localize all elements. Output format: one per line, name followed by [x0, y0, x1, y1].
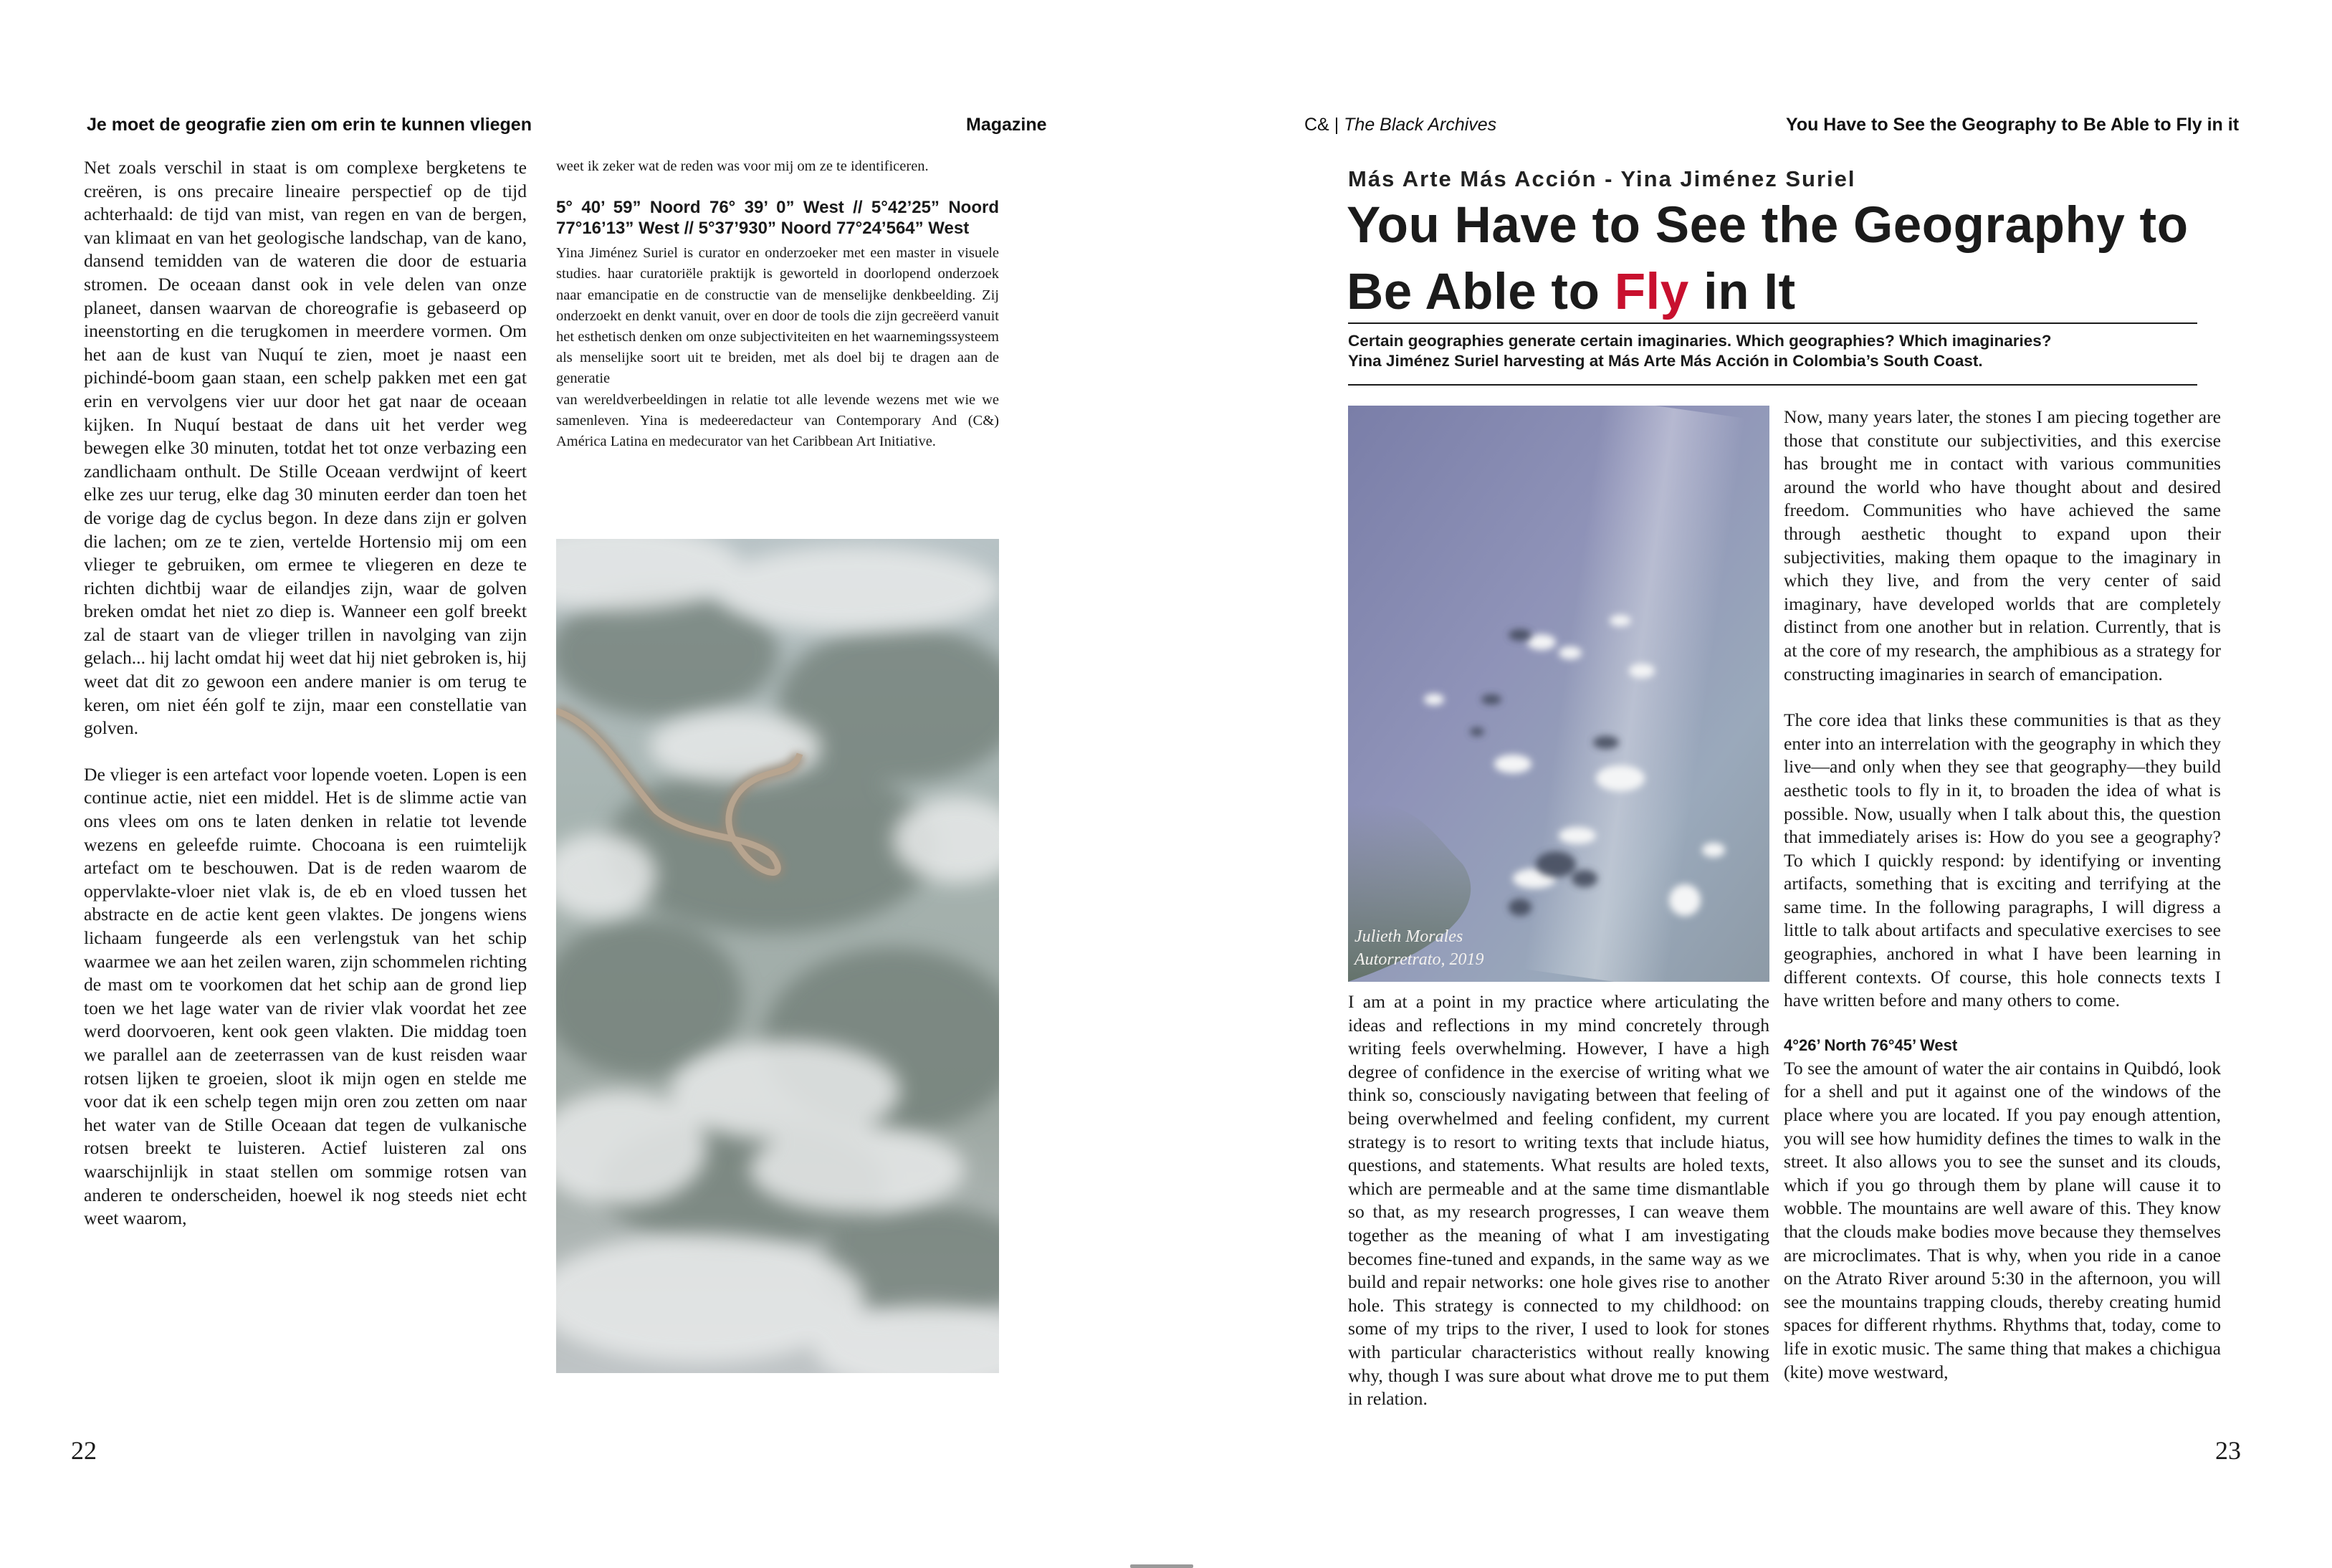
bio-paragraph-2: van wereldverbeeldingen in relatie tot alle levende wezens met wie we samenleven. Yina is medeeredacteur van Contemporary And (C&) América Latina en medecurator van het Caribbean Art Initiative. — [556, 391, 999, 450]
lede-line-2: Yina Jiménez Suriel harvesting at Más Arte Más Acción in Colombia’s South Coast. — [1348, 352, 1983, 370]
title-line-2b: in It — [1688, 264, 1796, 320]
page-number-left: 22 — [71, 1436, 97, 1465]
title-line-1: You Have to See the Geography to — [1347, 197, 2189, 254]
right-paragraph-4: To see the amount of water the air contains in Quibdó, look for a shell and put it against one of the windows of the place where you are located. If you pay enough attention, you will see how humidity defines the times to walk in the street. It also allows you to see the sunset and its clouds, which if you go through them by plane will cause it to wobble. The mountains are well aware of this. They know that the clouds make bodies move because they themselves are microclimates. That is why, when you ride in a canoe on the Atrato River around 5:30 in the afternoon, you will see the mountains trapping clouds, thereby creating humid spaces for different rhythms. Rhythms that, today, come to life in exotic music. The same thing that makes a chichigua (kite) move westward, — [1784, 1057, 2221, 1382]
title-line-2a: Be Able to — [1347, 264, 1615, 320]
photo-caption — [1354, 925, 1483, 971]
title-highlight: Fly — [1614, 264, 1689, 320]
left-col2-intro: weet ik zeker wat de reden was voor mij om ze te identificeren. — [556, 158, 929, 174]
brand-separator: | — [1334, 115, 1339, 135]
caption-work: Autorretrato, 2019 — [1354, 950, 1484, 969]
aerial-ocean-photo — [1348, 406, 1769, 982]
running-title-left: Je moet de geografie zien om erin te kunnen vliegen — [87, 115, 532, 135]
right-paragraph-1: I am at a point in my practice where articulating the ideas and reflections in my mind concretely through writing feels overwhelming. However, I have a high degree of confidence in the exercise of writing what we think so, consciously navigating between that feeling of being overwhelmed and feeling confident, my current strategy is to resort to writing texts that include hiatus, questions, and statements. What results are holed texts, which are permeable and at the same time dismantlable so that, as my research progresses, I can weave them together as the meaning of what I am investigating becomes fine-tuned and expands, in the same way as we build and repair networks: one hole gives rise to another hole. This strategy is connected to my childhood: on some of my trips to the river, I used to look for stones with particular characteristics without really knowing why, though I was sure about what drove me to put them in relation. — [1348, 991, 1769, 1410]
right-column-1 — [1348, 990, 1769, 1411]
aerial-river-photo — [556, 539, 999, 1373]
running-section-left: Magazine — [966, 115, 1047, 135]
article-lede — [1348, 331, 2197, 371]
right-column-2 — [1784, 406, 2221, 1384]
bio-paragraph-1: Yina Jiménez Suriel is curator en onderzoeker met een master in visuele studies. haar curatoriële praktijk is geworteld in doorlopend onderzoek naar emancipatie en de constructie van de menselijke denkbeelding. Zij onderzoekt en denkt vanuit, over en door de tools die zijn gecreëerd vanuit het esthetisch denken om onze subjectiviteiten en het waarnemingssysteem als menselijke soort uit te breiden, met als doel bij te dragen aan de generatie — [556, 245, 999, 387]
coordinates-subheading: 4°26’ North 76°45’ West — [1784, 1036, 1958, 1054]
page-number-right: 23 — [2215, 1436, 2241, 1465]
left-column-2 — [556, 156, 999, 452]
author-bio — [556, 243, 999, 452]
lede-line-1: Certain geographies generate certain imaginaries. Which geographies? Which imaginaries? — [1348, 332, 2052, 350]
page-scroll-indicator[interactable] — [1130, 1564, 1193, 1568]
running-title-right: You Have to See the Geography to Be Able to Fly in it — [1786, 115, 2240, 135]
left-paragraph-1: Net zoals verschil in staat is om complexe bergketens te creëren, is ons precaire lineaire perspectief op de tijd achterhaald: de tijd van mist, van regen en van de bergen, van klimaat en van het geologische landschap, van de kano, dansend temidden van de wateren die door de estuaria stromen. De oceaan danst ook in vele delen van onze planeet, dansen waarvan de choreografie is gebaseerd op ineenstorting en die terugkomen in meerdere vormen. Om het aan de kust van Nuquí te zien, moet je naast een pichindé-boom gaan staan, een schelp pakken met een gat erin en vervolgens vier uur door het gat naar de oceaan kijken. In Nuquí bestaat de dans uit het verder weg bewegen elke 30 minuten, totdat het tot onze verbazing een zandlichaam onthult. De Stille Oceaan verdwijnt of keert elke zes uur terug, elke dag 30 minuten eerder dan toen het de vorige dag de cyclus begon. In deze dans zijn er golven die lachen; om ze te zien, vertelde Hortensio mij om een vlieger te gebruiken, om ermee te vliegeren en deze te richten dichtbij waar de eilandjes zijn, waar de golven breken omdat het niet zo diep is. Wanneer een golf breekt zal de staart van de vlieger trillen in navolging van zijn gelach... hij lacht omdat hij weet dat hij niet gebroken is, hij weet dat dit zo gewoon een andere manier is om terug te keren, om niet één golf te zijn, maar een constellatie van golven. — [84, 157, 527, 739]
left-paragraph-2: De vlieger is een artefact voor lopende voeten. Lopen is een continue actie, niet een middel. Het is de slimme actie van ons vlees om ons te laten denken in relatie tot levende wezens en geleefde ruimte. Chocoana is een ruimtelijk artefact om te beschouwen. Dat is de reden waarom de oppervlakte-vloer niet vlak is, de eb en vloed tussen het abstracte en de actie kent geen vlaktes. De jongens wiens lichaam fungeerde als een verlengstuk van het schip waarmee we aan het zeilen waren, zijn schommelen richting de mast om te voorkomen dat het schip aan de grond liep toen we het lage water van de rivier vlak voordat het zee werd doorvoeren, kent ook geen vlakten. Die middag toen we parallel aan de zeeterrassen van de kust reisden waar rotsen lijken te groeien, sloot ik mijn ogen en stelde me voor dat ik een schelp tegen mijn oren zou zetten om naar het water van de Stille Oceaan dat tegen de vulkanische rotsen breekt te luisteren. Actief luisteren zal ons waarschijnlijk in staat stellen om sommige rotsen van anderen te onderscheiden, hoewel ik nog steeds niet echt weet waarom, — [84, 763, 527, 1229]
caption-artist: Julieth Morales — [1354, 927, 1463, 946]
running-brand-right — [1304, 115, 1496, 135]
title-rule-bottom — [1348, 384, 2197, 386]
right-paragraph-3: The core idea that links these communities is that as they enter into an interrelation with the geography in which they live—and only when they see that geography—they build aesthetic tools to fly in it, to broaden the idea of what is possible. Now, usually when I talk about this, the question that immediately arises is: How do you see a geography? To which I quickly respond: by identifying or inventing artifacts, something that is exciting and terrifying at the same time. In the following paragraphs, I will digress a little to talk about artifacts and speculative exercises to see geographies, anchored in what I have been learning in different contexts. Of course, this hole connects texts I have written before and many others to come. — [1784, 709, 2221, 1011]
article-title — [1347, 192, 2278, 325]
article-kicker: Más Arte Más Acción - Yina Jiménez Suriel — [1348, 166, 1856, 191]
left-column-1 — [84, 156, 527, 1230]
coordinates-heading: 5° 40’ 59” Noord 76° 39’ 0” West // 5°42’25” Noord 77°16’13” West // 5°37’930” Noord 77°24’564” West — [556, 198, 999, 239]
title-rule-top — [1348, 322, 2197, 324]
brand-mark: C& — [1304, 115, 1329, 135]
running-section-right: The Black Archives — [1344, 115, 1497, 135]
right-paragraph-2: Now, many years later, the stones I am piecing together are those that constitute our subjectivities, and this exercise has brought me in contact with various communities around the world who have thought about and desired freedom. Communities who have achieved the same through aesthetic thought to expand upon their subjectivities, making them opaque to the imaginary in which they live, and from the very center of said imaginary, have developed worlds that are completely distinct from one another but in relation. Currently, that is at the core of my research, the amphibious as a strategy for constructing imaginaries in search of emancipation. — [1784, 406, 2221, 684]
